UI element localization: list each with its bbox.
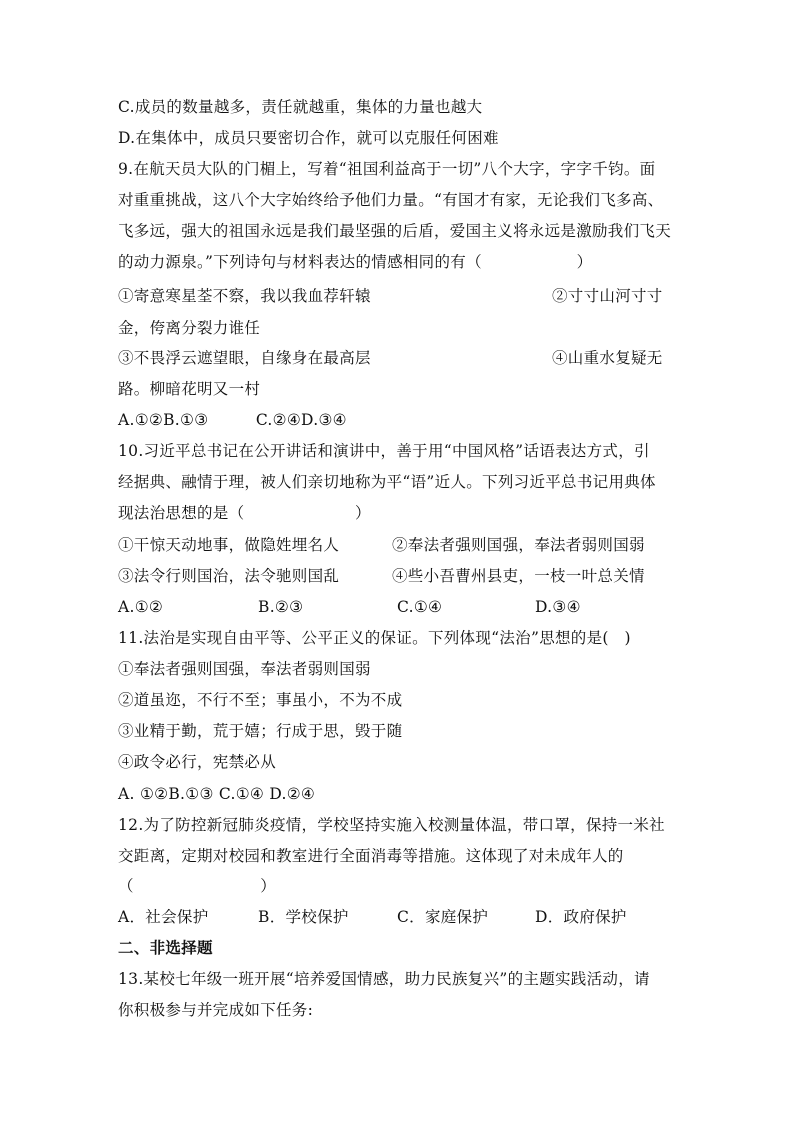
option-d-q8: D.在集体中，成员只要密切合作，就可以克服任何困难 bbox=[118, 129, 499, 147]
question-9-item-2-cont: 金，侉离分裂力谁任 bbox=[118, 319, 261, 337]
question-10-option-d: D.③④ bbox=[535, 598, 581, 616]
question-9-line-4: 的动力源泉。”下列诗句与材料表达的情感相同的有（ ） bbox=[118, 253, 593, 271]
question-11-item-2: ②道虽迩，不行不至；事虽小，不为不成 bbox=[118, 691, 403, 709]
question-12-option-c: C．家庭保护 bbox=[397, 908, 489, 926]
question-9-line-3: 飞多远，强大的祖国永远是我们最坚强的后盾，爱国主义将永远是激励我们飞天 bbox=[118, 222, 672, 240]
question-12-option-d: D．政府保护 bbox=[535, 908, 627, 926]
question-9-item-1: ①寄意寒星荃不察，我以我血荐轩辕 bbox=[118, 287, 371, 305]
question-13-line-1: 13.某校七年级一班开展“培养爱国情感，助力民族复兴”的主题实践活动，请 bbox=[118, 970, 650, 988]
section-heading: 二、非选择题 bbox=[118, 939, 213, 957]
question-11-item-1: ①奉法者强则国强，奉法者弱则国弱 bbox=[118, 660, 371, 678]
question-9-item-4-cont: 路。柳暗花明又一村 bbox=[118, 380, 261, 398]
question-10-option-a: A.①② bbox=[118, 598, 164, 616]
option-c-q8: C.成员的数量越多，责任就越重，集体的力量也越大 bbox=[118, 98, 483, 116]
question-11-stem: 11.法治是实现自由平等、公平正义的保证。下列体现“法治”思想的是( ) bbox=[118, 629, 631, 647]
question-9-item-4: ④山重水复疑无 bbox=[552, 349, 663, 367]
question-10-item-1: ①干惊天动地事，做隐姓埋名人 bbox=[118, 536, 340, 554]
question-10-line-2: 经据典、融情于理，被人们亲切地称为平“语”近人。下列习近平总书记用典体 bbox=[118, 473, 656, 491]
question-10-option-c: C.①④ bbox=[397, 598, 443, 616]
question-9-options: A.①②B.①③ C.②④D.③④ bbox=[118, 411, 347, 429]
question-11-item-3: ③业精于勤，荒于嬉；行成于思，毁于随 bbox=[118, 722, 403, 740]
question-10-line-3: 现法治思想的是（ ） bbox=[118, 504, 371, 522]
question-12-option-b: B．学校保护 bbox=[258, 908, 349, 926]
question-12-option-a: A．社会保护 bbox=[118, 908, 209, 926]
question-10-option-b: B.②③ bbox=[258, 598, 304, 616]
question-9-item-3: ③不畏浮云遮望眼，自缘身在最高层 bbox=[118, 349, 371, 367]
question-9-line-1: 9.在航天员大队的门楣上，写着“祖国利益高于一切”八个大字，字字千钧。面 bbox=[118, 160, 656, 178]
question-11-options: A. ①②B.①③ C.①④ D.②④ bbox=[118, 785, 316, 803]
question-11-item-4: ④政令必行，宪禁必从 bbox=[118, 753, 277, 771]
question-9-item-2: ②寸寸山河寸寸 bbox=[552, 287, 663, 305]
question-12-blank: （ ） bbox=[118, 877, 277, 895]
question-10-item-4: ④些小吾曹州县吏，一枝一叶总关情 bbox=[392, 567, 645, 585]
question-12-line-2: 交距离，定期对校园和教室进行全面消毒等措施。这体现了对未成年人的 bbox=[118, 847, 624, 865]
question-12-line-1: 12.为了防控新冠肺炎疫情，学校坚持实施入校测量体温，带口罩，保持一米社 bbox=[118, 816, 665, 834]
question-13-line-2: 你积极参与并完成如下任务: bbox=[118, 1001, 314, 1019]
question-10-line-1: 10.习近平总书记在公开讲话和演讲中，善于用“中国风格”话语表达方式，引 bbox=[118, 442, 650, 460]
question-10-item-2: ②奉法者强则国强，奉法者弱则国弱 bbox=[392, 536, 645, 554]
question-9-line-2: 对重重挑战，这八个大字始终给予他们力量。“有国才有家，无论我们飞多高、 bbox=[118, 191, 664, 209]
question-10-item-3: ③法令行则国治，法令驰则国乱 bbox=[118, 567, 340, 585]
